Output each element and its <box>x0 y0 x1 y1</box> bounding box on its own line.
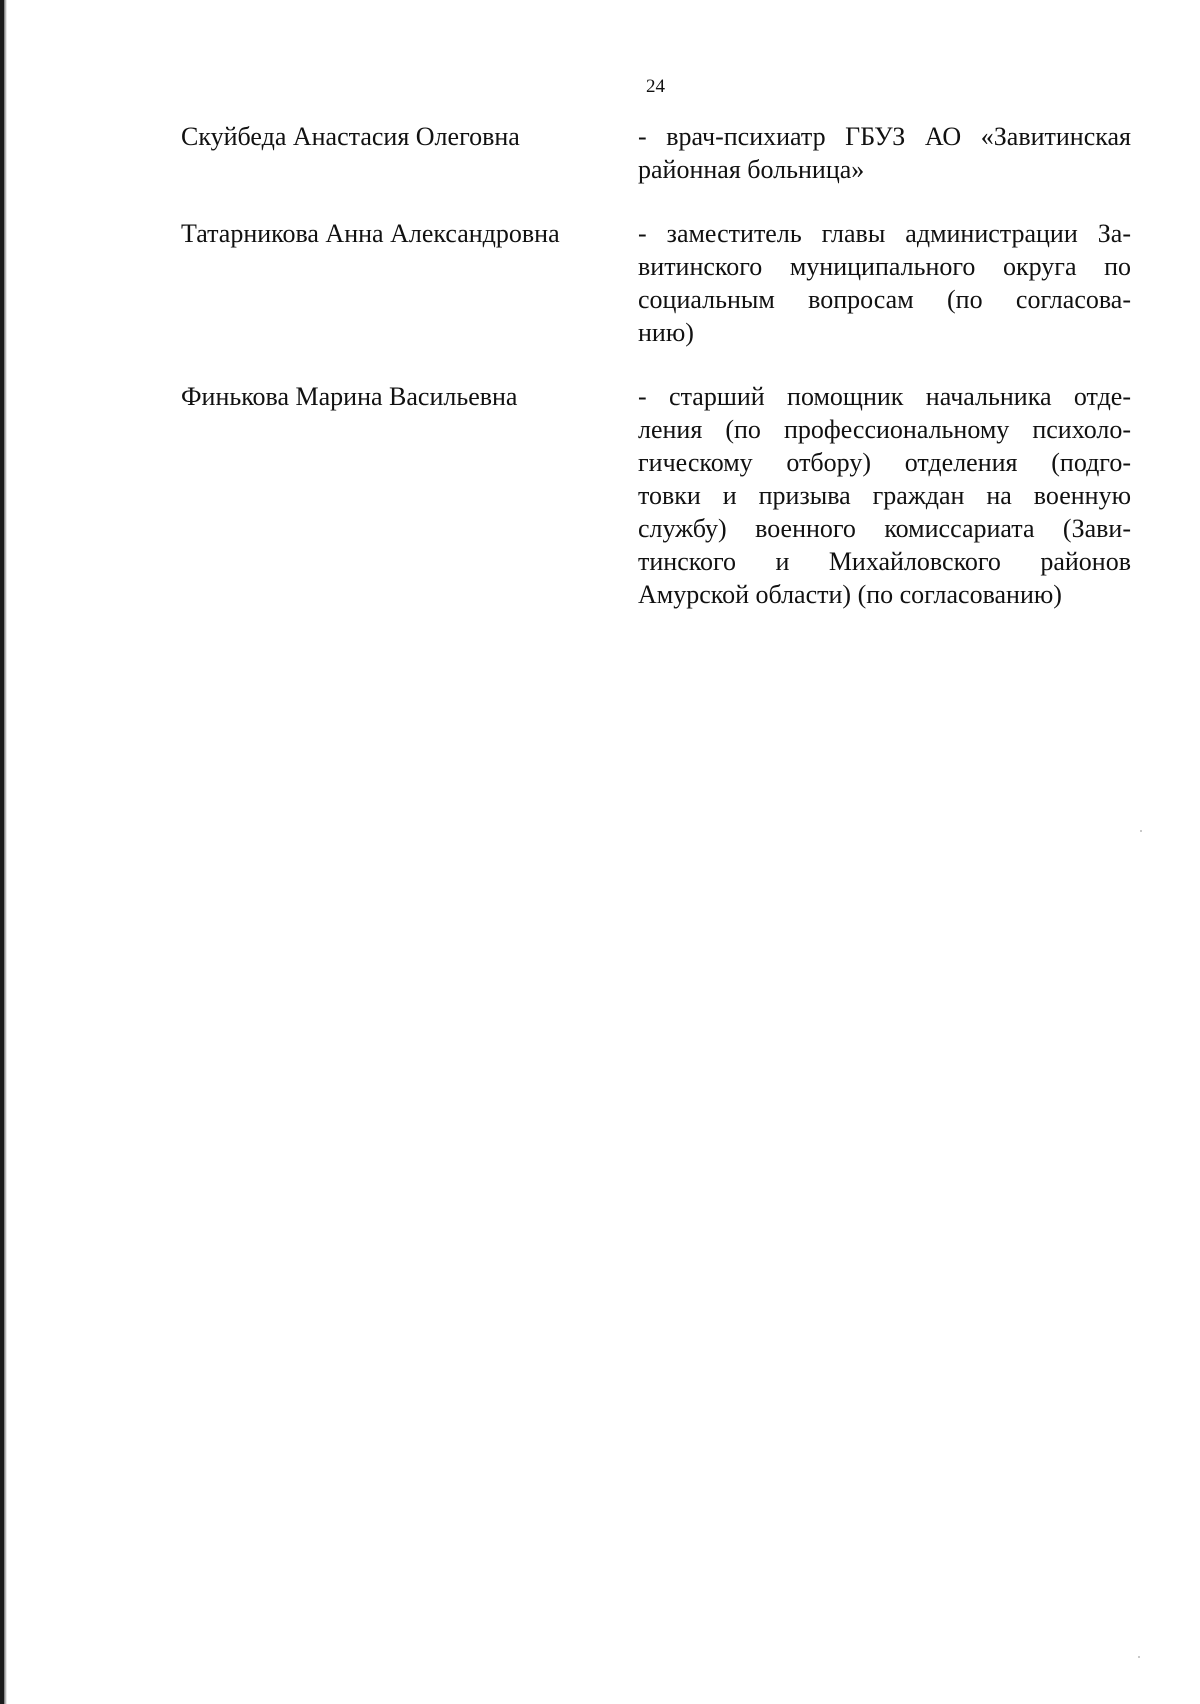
page-number: 24 <box>646 76 665 97</box>
member-role-line: Амурской области) (по согласованию) <box>638 580 1062 609</box>
member-role-line: социальным вопросам (по согласова- <box>638 285 1131 314</box>
member-role-line: нию) <box>638 318 694 347</box>
member-role-line: товки и призыва граждан на военную <box>638 481 1131 510</box>
member-role <box>638 120 1131 186</box>
member-role-line: - заместитель главы администрации За- <box>638 219 1131 248</box>
member-role-line: - врач-психиатр ГБУЗ АО «Завитинская <box>638 122 1131 151</box>
member-name: Татарникова Анна Александровна <box>181 219 560 248</box>
member-entry <box>181 120 1131 186</box>
member-name: Скуйбеда Анастасия Олеговна <box>181 122 520 151</box>
member-list <box>181 120 1131 611</box>
member-role-line: гическому отбору) отделения (подго- <box>638 448 1131 477</box>
member-entry <box>181 217 1131 349</box>
member-role <box>638 217 1131 349</box>
scan-speck <box>1140 830 1142 832</box>
member-role-line: районная больница» <box>638 155 865 184</box>
scan-left-edge-shadow <box>4 0 7 1704</box>
member-name: Финькова Марина Васильевна <box>181 382 518 411</box>
member-role <box>638 380 1131 611</box>
member-role-line: тинского и Михайловского районов <box>638 547 1131 576</box>
member-role-line: витинского муниципального округа по <box>638 252 1131 281</box>
member-entry <box>181 380 1131 611</box>
scan-speck <box>1138 1656 1140 1658</box>
member-role-line: ления (по профессиональному психоло- <box>638 415 1131 444</box>
member-role-line: - старший помощник начальника отде- <box>638 382 1131 411</box>
member-role-line: службу) военного комиссариата (Зави- <box>638 514 1131 543</box>
